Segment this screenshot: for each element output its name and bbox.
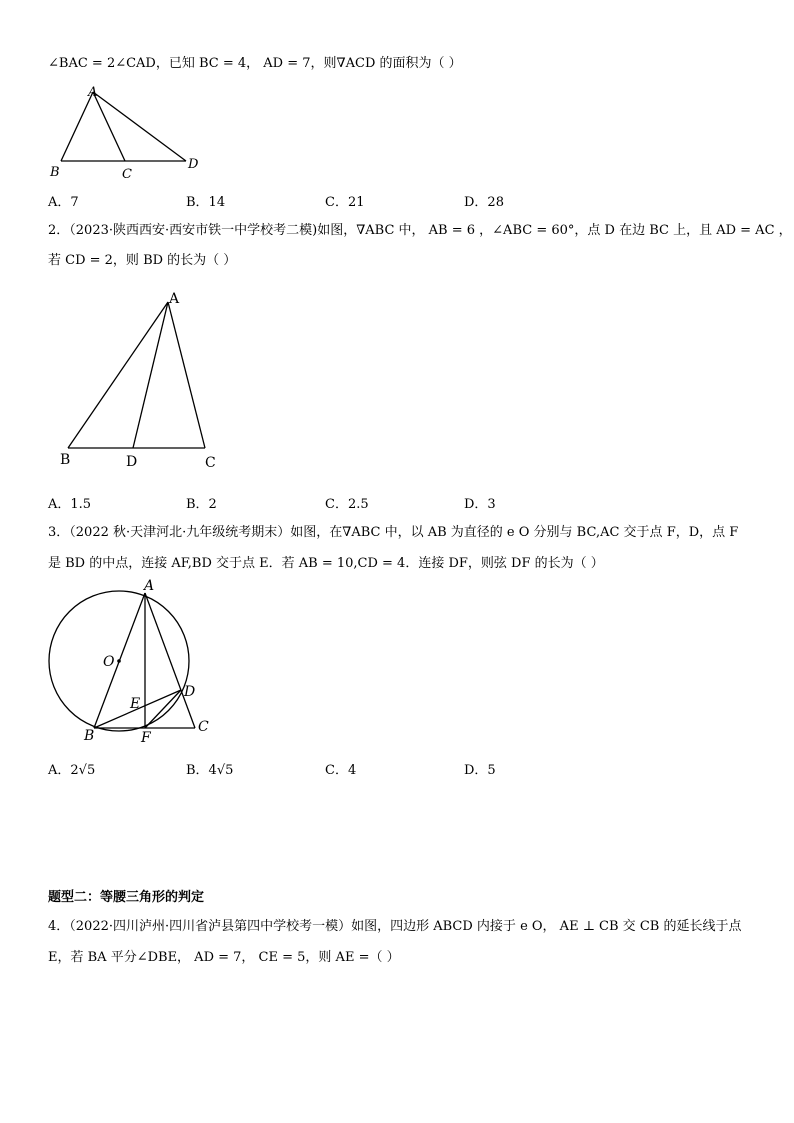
q2-figure [50,285,230,475]
q2-option-a: A．1.5 [48,497,92,512]
q3-option-a: A．2√5 [48,763,96,778]
q3-figure [40,578,230,748]
q3-label-b: B [84,728,95,744]
q1-label-b: B [50,165,60,180]
q1-side-ad [93,92,186,161]
q4-stem-line2: E，若 BA 平分∠DBE， AD = 7， CE = 5，则 AE =（ ） [48,950,400,965]
q2-label-c: C [205,455,216,471]
q1-option-c: C．21 [325,195,365,210]
q1-label-c: C [122,167,132,180]
q1-option-b: B．14 [186,195,226,210]
q3-label-a: A [144,578,155,594]
q1-stem: ∠BAC = 2∠CAD，已知 BC = 4， AD = 7，则∇ACD 的面积为（ ） [48,56,462,71]
q1-label-a: A [88,85,98,100]
q3-label-f: F [141,730,151,746]
q1-segment-ac [93,92,125,161]
q3-stem-line1: 3．（2022 秋·天津河北·九年级统考期末）如图，在∇ABC 中，以 AB 为直径的 e O 分别与 BC,AC 交于点 F，D，点 F [48,525,739,540]
q1-side-ab [61,92,93,161]
q1-label-d: D [188,157,199,172]
q3-option-d: D．5 [464,763,496,778]
q2-side-ab [68,302,168,448]
q2-segment-ad [133,302,168,448]
q2-label-d: D [126,454,138,470]
q3-option-c: C．4 [325,763,357,778]
q2-stem-line2: 若 CD = 2，则 BD 的长为（ ） [48,253,237,268]
q3-label-e: E [130,696,141,712]
q3-chord-df [145,690,181,728]
q2-option-c: C．2.5 [325,497,369,512]
q3-center-point [117,659,121,663]
q3-label-c: C [198,719,209,735]
q2-side-ac [168,302,205,448]
q2-label-b: B [60,452,71,468]
section-title: 题型二：等腰三角形的判定 [48,890,205,905]
q1-option-d: D．28 [464,195,504,210]
q3-stem-line2: 是 BD 的中点，连接 AF,BD 交于点 E．若 AB = 10,CD = 4．连接 DF，则弦 DF 的长为（ ） [48,556,604,571]
q2-option-b: B．2 [186,497,217,512]
q2-stem-line1: 2．（2023·陕西西安·西安市铁一中学校考二模)如图，∇ABC 中， AB = 6 ，∠ABC = 60°，点 D 在边 BC 上，且 AD = AC ， [48,223,792,238]
q1-option-a: A．7 [48,195,79,210]
q2-label-a: A [169,291,180,307]
q3-label-o: O [103,654,115,670]
q2-option-d: D．3 [464,497,496,512]
q3-option-b: B．4√5 [186,763,234,778]
q1-figure [40,80,220,180]
q3-label-d: D [184,684,196,700]
q4-stem-line1: 4．（2022·四川泸州·四川省泸县第四中学校考一模）如图，四边形 ABCD 内接于 e O， AE ⊥ CB 交 CB 的延长线于点 [48,919,742,934]
